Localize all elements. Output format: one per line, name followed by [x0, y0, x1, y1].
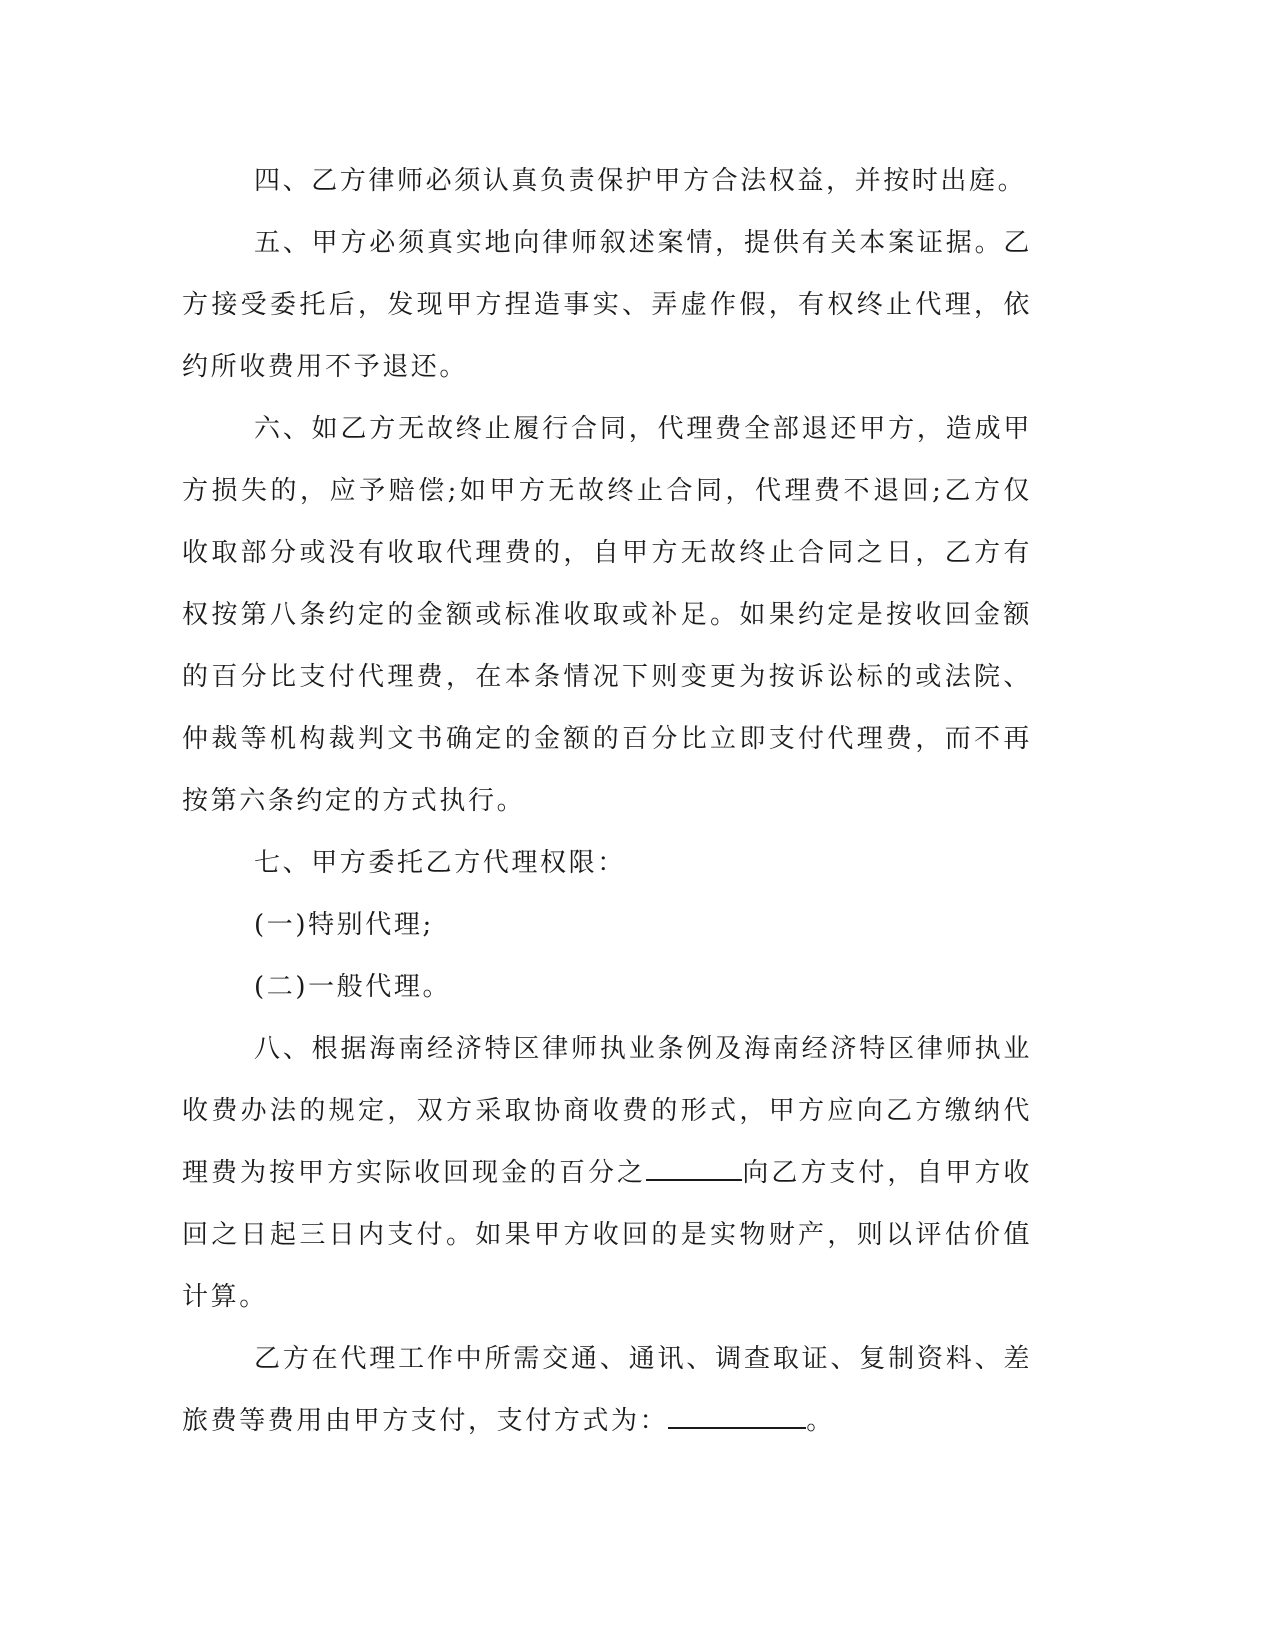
clause-6: 六、如乙方无故终止履行合同，代理费全部退还甲方，造成甲方损失的，应予赔偿;如甲方无故终止合同，代理费不退回;乙方仅收取部分或没有收取代理费的，自甲方无故终止合同之日，乙方有权按第八条约定的金额或标准收取或补足。如果约定是按收回金额的百分比支付代理费，在本条情况下则变更为按诉讼标的或法院、仲裁等机构裁判文书确定的金额的百分比立即支付代理费，而不再按第六条约定的方式执行。	[182, 414, 1032, 816]
clause-8-text-a: 八、根据海南经济特区律师执业条例及海南经济特区律师执业收费办法的规定，双方采取协商收费的形式，甲方应向乙方缴纳代理费为按甲方实际收回现金的百分之	[182, 1034, 1032, 1188]
expenses-clause	[182, 1328, 1032, 1452]
expenses-text-a: 乙方在代理工作中所需交通、通讯、调查取证、复制资料、差旅费等费用由甲方支付，支付方式为：	[182, 1344, 1032, 1436]
clause-8	[182, 1018, 1032, 1328]
clause-7-item-general: (二)一般代理。	[254, 972, 452, 1002]
clause-8-text-b: 向乙方支付，自甲方收回之日起三日内支付。如果甲方收回的是实物财产，则以评估价值计算。	[182, 1158, 1032, 1312]
clause-4: 四、乙方律师必须认真负责保护甲方合法权益，并按时出庭。	[254, 166, 1027, 196]
percentage-blank-field[interactable]	[646, 1157, 742, 1181]
payment-method-blank-field[interactable]	[668, 1405, 806, 1429]
clause-5: 五、甲方必须真实地向律师叙述案情，提供有关本案证据。乙方接受委托后，发现甲方捏造事实、弄虚作假，有权终止代理，依约所收费用不予退还。	[182, 228, 1032, 382]
document-page	[182, 150, 1032, 1452]
clause-7-item-special: (一)特别代理;	[254, 910, 434, 940]
expenses-text-b: 。	[806, 1406, 835, 1436]
clause-7: 七、甲方委托乙方代理权限：	[254, 848, 626, 878]
